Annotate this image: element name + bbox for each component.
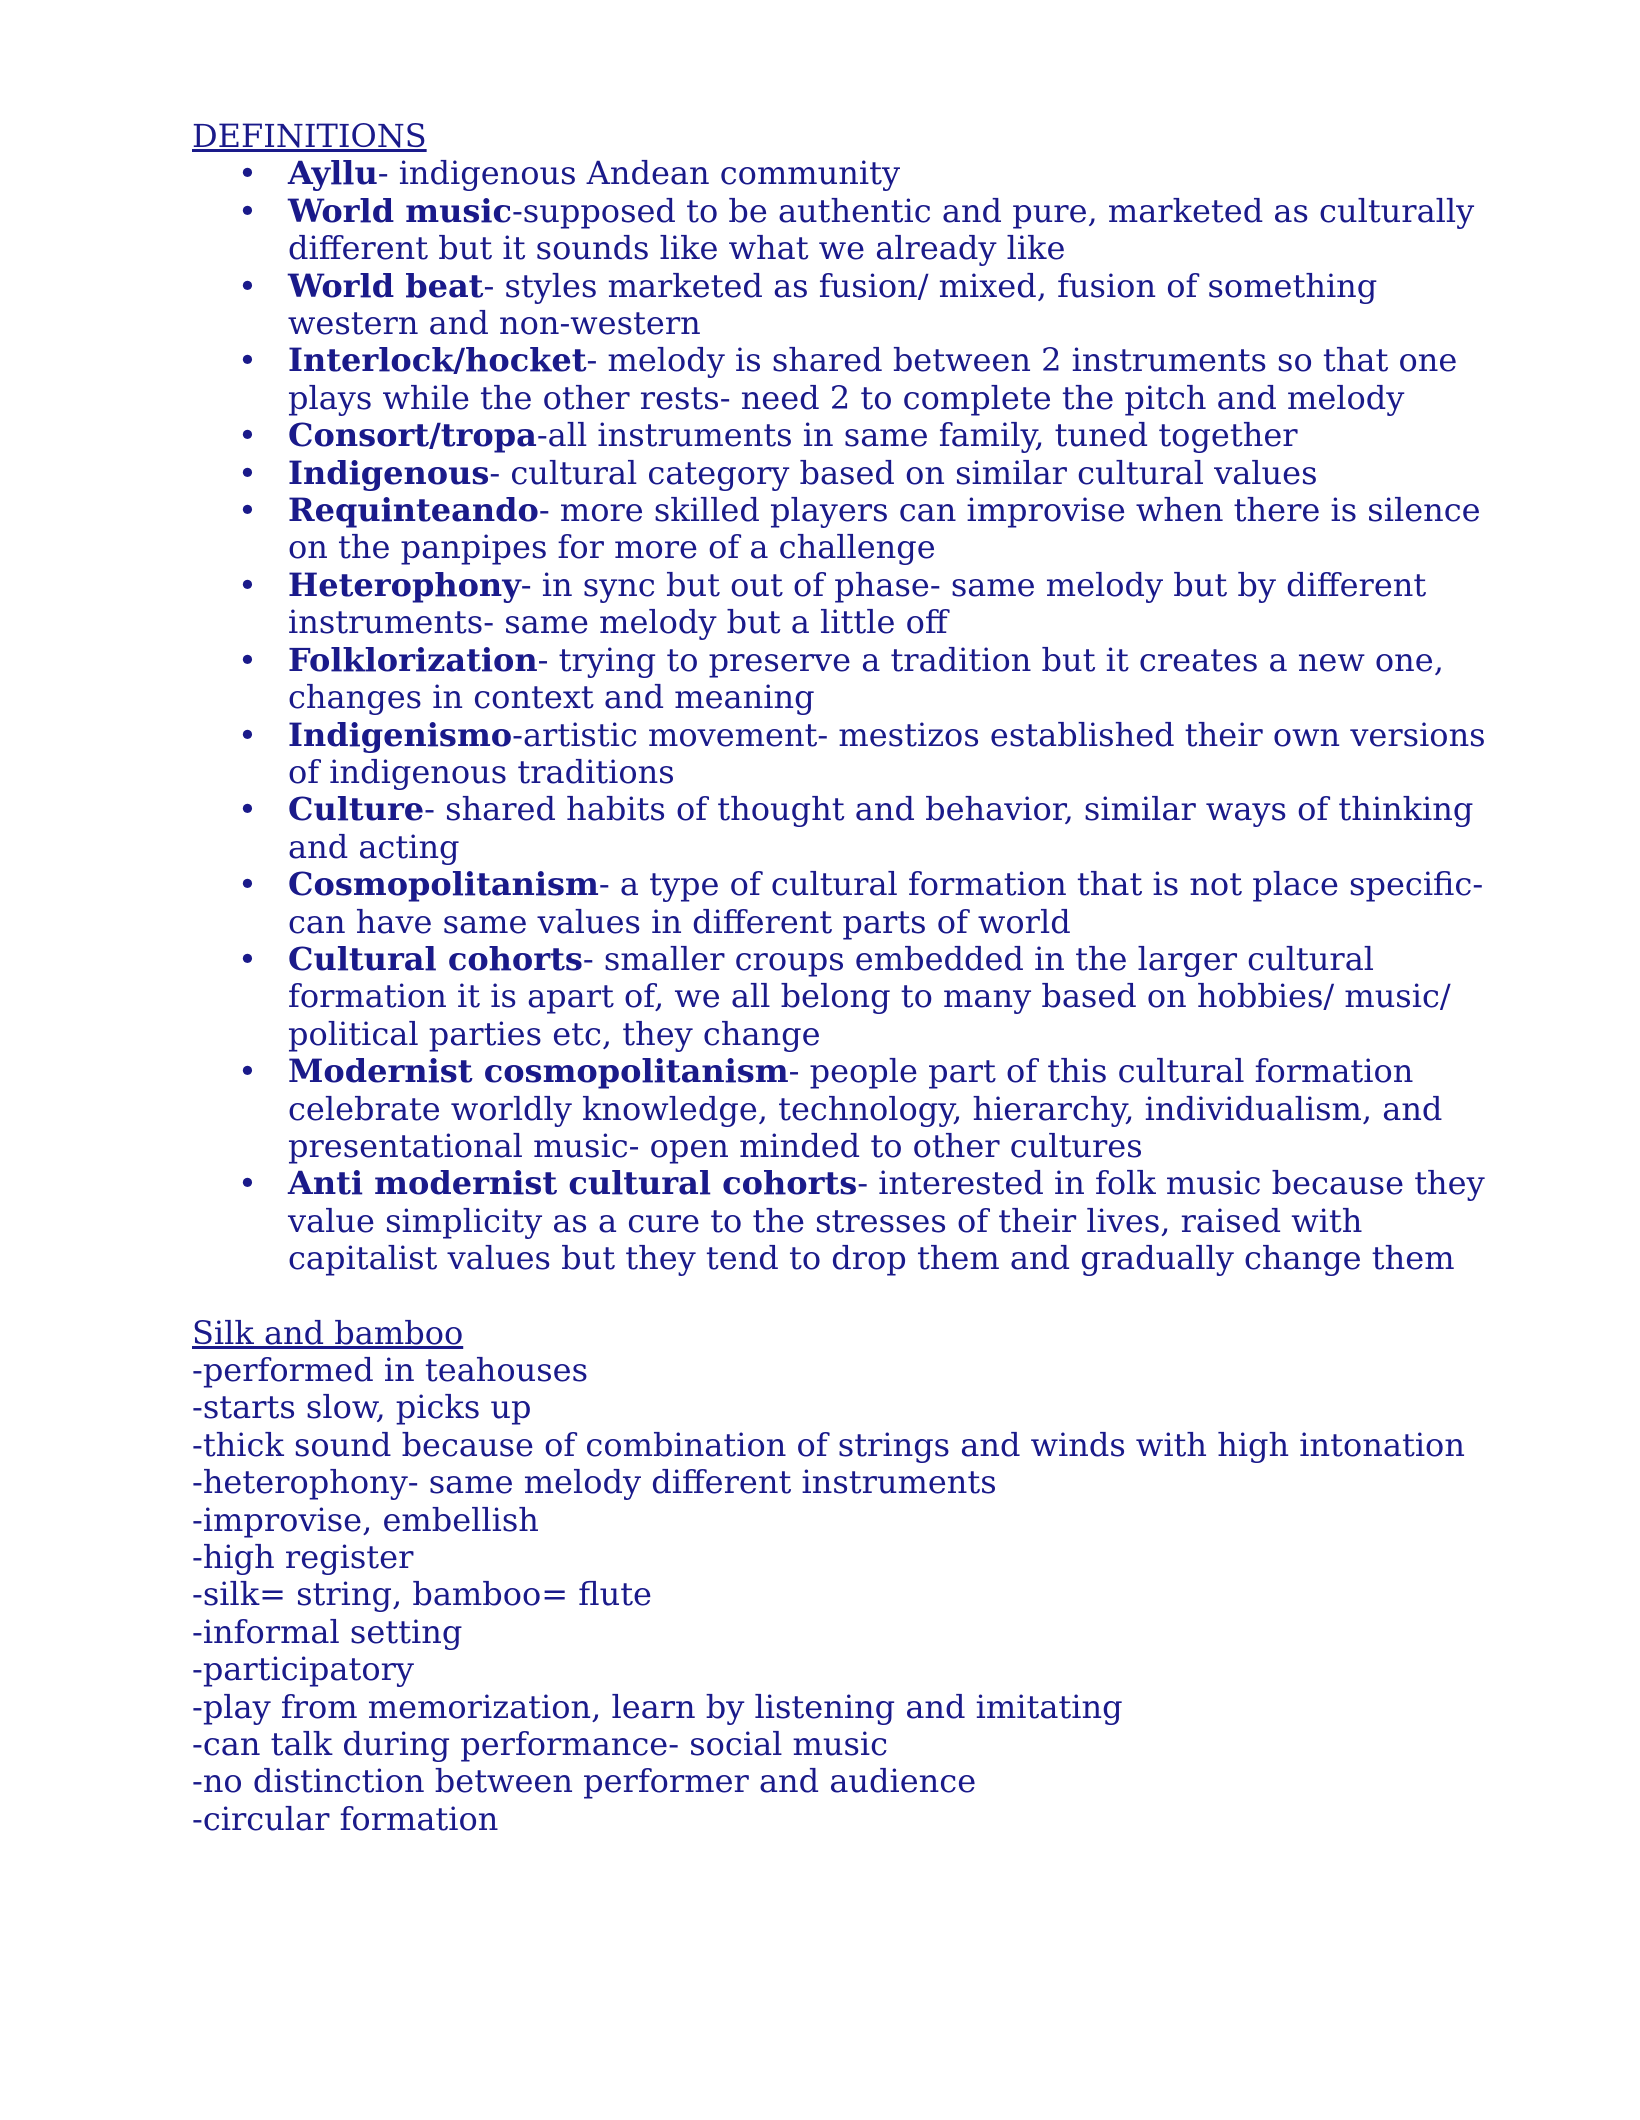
definitions-heading: DEFINITIONS — [192, 117, 427, 155]
definition-text: - interested in folk music because they value simplicity as a cure to the stresses of their lives, raised with capitalist values but they tend to drop them and gradually change them — [288, 1164, 1485, 1278]
definition-term: Ayllu — [288, 154, 378, 193]
note-line: -play from memorization, learn by listening and imitating — [192, 1687, 1123, 1726]
definition-term: Indigenismo — [288, 715, 513, 754]
definition-text: - cultural category based on similar cultural values — [489, 453, 1318, 492]
definition-item — [192, 717, 1492, 792]
definition-item — [192, 791, 1492, 866]
definition-text: -supposed to be authentic and pure, marketed as culturally different but it sounds like what we already like — [288, 191, 1475, 268]
note-line: -improvise, embellish — [192, 1500, 539, 1539]
definition-term: Folklorization — [288, 640, 538, 679]
definition-term: World beat — [288, 266, 484, 305]
definition-term: Interlock/hocket — [288, 341, 587, 380]
definition-term: Cultural cohorts — [288, 939, 583, 978]
definition-text: -artistic movement- mestizos established their own versions of indigenous traditions — [288, 715, 1486, 791]
bullet-icon: • — [238, 154, 257, 193]
definition-term: Anti modernist cultural cohorts — [288, 1164, 858, 1203]
bullet-icon: • — [238, 266, 257, 305]
bullet-icon: • — [238, 191, 257, 230]
note-line: -circular formation — [192, 1799, 499, 1838]
definition-term: Heterophony — [288, 565, 521, 604]
definition-term: Cosmopolitanism — [288, 865, 599, 904]
definition-text: - people part of this cultural formation celebrate worldly knowledge, technology, hierarchy, individualism, and presentational music- open minded to other cultures — [288, 1052, 1443, 1165]
bullet-icon: • — [238, 1164, 257, 1203]
definition-item — [192, 567, 1492, 642]
definition-item — [192, 866, 1492, 941]
definition-text: - trying to preserve a tradition but it creates a new one, changes in context and meaning — [288, 640, 1444, 717]
definition-item — [192, 193, 1492, 268]
silk-and-bamboo-heading: Silk and bamboo — [192, 1313, 464, 1352]
definition-text: -all instruments in same family, tuned together — [536, 416, 1298, 455]
definition-text: - in sync but out of phase- same melody but by different instruments- same melody but a little off — [288, 565, 1427, 642]
bullet-icon: • — [238, 491, 257, 530]
note-line: -heterophony- same melody different instruments — [192, 1463, 997, 1502]
definition-term: World music — [288, 191, 512, 230]
definition-text: - a type of cultural formation that is not place specific- can have same values in different parts of world — [288, 865, 1484, 941]
definition-item — [192, 155, 1492, 192]
definition-term: Indigenous — [288, 453, 490, 492]
definition-item — [192, 941, 1492, 1053]
definition-item — [192, 1165, 1492, 1277]
bullet-icon: • — [238, 453, 257, 492]
definition-term: Consort/tropa — [288, 416, 537, 455]
note-line: -informal setting — [192, 1612, 463, 1651]
definition-item — [192, 455, 1492, 492]
note-line: -performed in teahouses — [192, 1351, 589, 1389]
definition-item — [192, 342, 1492, 417]
definition-item — [192, 1053, 1492, 1165]
definition-item — [192, 417, 1492, 454]
definition-text: - shared habits of thought and behavior, similar ways of thinking and acting — [288, 790, 1474, 866]
bullet-icon: • — [238, 715, 257, 754]
note-line: -participatory — [192, 1650, 414, 1689]
silk-and-bamboo-notes — [192, 1352, 1492, 1838]
document-body — [192, 118, 1492, 1838]
bullet-icon: • — [238, 865, 257, 904]
bullet-icon: • — [238, 1052, 257, 1091]
bullet-icon: • — [238, 640, 257, 679]
note-line: -can talk during performance- social music — [192, 1725, 889, 1764]
definition-item — [192, 268, 1492, 343]
note-line: -high register — [192, 1538, 414, 1577]
definition-text: - styles marketed as fusion/ mixed, fusion of something western and non-western — [288, 266, 1378, 343]
bullet-icon: • — [238, 341, 257, 380]
note-line: -thick sound because of combination of strings and winds with high intonation — [192, 1425, 1465, 1464]
definition-term: Modernist cosmopolitanism — [288, 1052, 789, 1091]
note-line: -silk= string, bamboo= flute — [192, 1575, 652, 1614]
bullet-icon: • — [238, 416, 257, 455]
definition-text: - more skilled players can improvise when there is silence on the panpipes for more of a challenge — [288, 491, 1481, 567]
section-spacer — [192, 1278, 1492, 1315]
bullet-icon: • — [238, 939, 257, 978]
note-line: -no distinction between performer and audience — [192, 1762, 977, 1801]
definition-item — [192, 492, 1492, 567]
definition-item — [192, 642, 1492, 717]
definitions-list — [192, 155, 1492, 1277]
definition-term: Culture — [288, 790, 425, 829]
definition-text: - indigenous Andean community — [377, 154, 901, 193]
definition-term: Requinteando — [288, 491, 539, 530]
note-line: -starts slow, picks up — [192, 1388, 532, 1427]
definition-text: - smaller croups embedded in the larger cultural formation it is apart of, we all belong to many based on hobbies/ music/ political parties etc, they change — [288, 939, 1451, 1053]
bullet-icon: • — [238, 565, 257, 604]
bullet-icon: • — [238, 790, 257, 829]
definition-text: - melody is shared between 2 instruments so that one plays while the other rests- need 2 to complete the pitch and melody — [288, 341, 1458, 417]
